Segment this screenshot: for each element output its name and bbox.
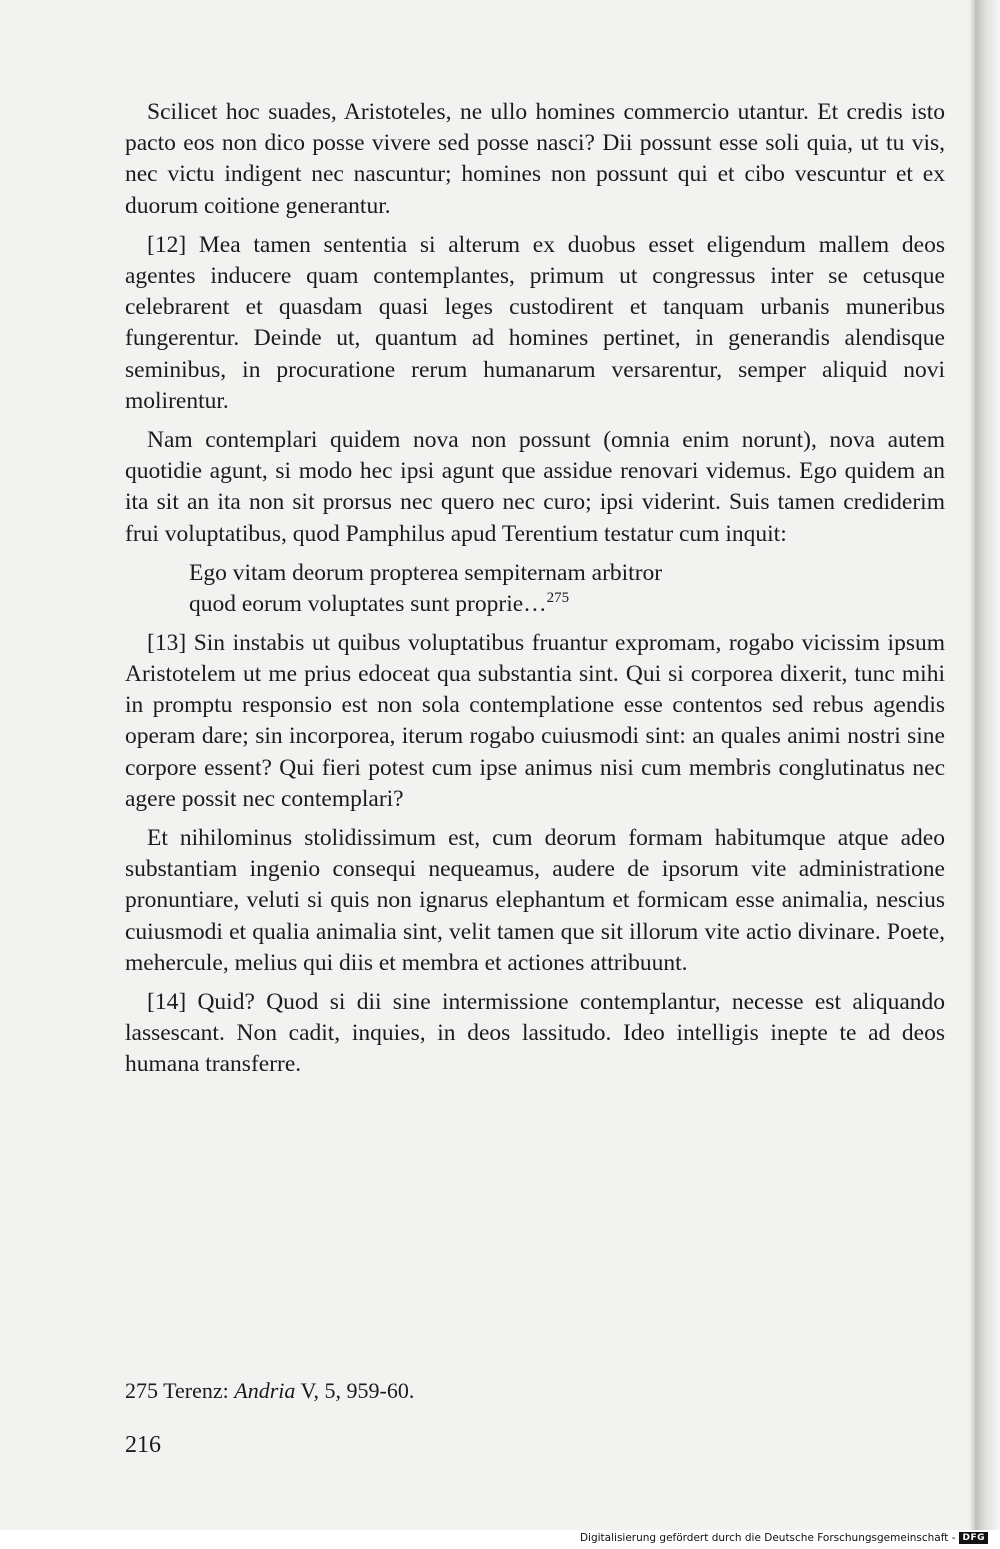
page-number: 216: [125, 1432, 161, 1458]
verse-quotation: [189, 558, 945, 620]
verse-line: [189, 589, 945, 620]
dfg-logo: DFG: [959, 1532, 988, 1544]
body-text: [125, 97, 945, 1089]
footnote-author: 275 Terenz:: [125, 1378, 235, 1403]
credit-text: Digitalisierung gefördert durch die Deutsche Forschungsgemeinschaft -: [579, 1532, 956, 1544]
footnote: [125, 1378, 414, 1404]
verse-line: Ego vitam deorum propterea sempiternam arbitror: [189, 559, 663, 586]
paragraph: [14] Quid? Quod si dii sine intermissione contemplantur, necesse est aliquando lassescant. Non cadit, inquies, in deos lassitudo. Ideo intelligis inepte te ad deos humana transferre.: [125, 989, 945, 1078]
paragraph: Et nihilominus stolidissimum est, cum deorum formam habitumque atque adeo substantiam ingenio consequi nequeamus, audere de ipsorum vite administratione pronuntiare, veluti si quis non ignarus elephantum et formicam esse animalia, nescius cuiusmodi et qualia animalia sint, velit tamen que sit illorum vite actio divinare. Poete, mehercule, melius qui diis et membra et actiones attribuunt.: [125, 825, 945, 976]
verse-line-text: quod eorum voluptates sunt proprie…: [189, 590, 547, 617]
digitization-credit: [580, 1532, 988, 1544]
paragraph: [12] Mea tamen sententia si alterum ex duobus esset eligendum mallem deos agentes inducere quam contemplantes, primum ut congressus inter se cetusque celebrarent et quasdam quasi leges custodirent et tanquam urbanis muneribus fungerentur. Deinde ut, quantum ad homines pertinet, in generandis alendisque seminibus, in procuratione rerum humanarum versarentur, semper aliquid novi molirentur.: [125, 231, 945, 414]
paragraph: Nam contemplari quidem nova non possunt (omnia enim norunt), nova autem quotidie agunt, si modo hec ipsi agunt que assidue renovari videmus. Ego quidem an ita sit an ita non sit prorsus nec quero nec curo; ipsi viderint. Suis tamen crediderim frui voluptatibus, quod Pamphilus apud Terentium testatur cum inquit:: [125, 427, 945, 547]
paragraph: Scilicet hoc suades, Aristoteles, ne ullo homines commercio utantur. Et credis isto pacto eos non dico posse vivere sed posse nasci? Dii possunt esse soli quia, ut tu vis, nec victu indigent nec nascuntur; homines non possunt qui et cibo vescuntur et ex duorum coitione generantur.: [125, 99, 945, 219]
footnote-location: V, 5, 959-60.: [295, 1378, 415, 1403]
footnote-reference[interactable]: 275: [546, 590, 570, 607]
footnote-work-title: Andria: [234, 1378, 296, 1403]
paragraph: [13] Sin instabis ut quibus voluptatibus fruantur expromam, rogabo vicissim ipsum Aristotelem ut me prius edoceat qua substantia sint. Qui si corporea dixerit, tunc mihi in promptu responsio est non sola contemplatione esse contentos sed rebus agendis operam dare; sin incorporea, iterum rogabo cuiusmodi sint: an quales animi nostri sine corpore essent? Qui fieri potest cum ipse animus nisi cum membris conglutinatus nec agere possit nec contemplari?: [125, 629, 945, 812]
book-spine: [975, 0, 1000, 1530]
